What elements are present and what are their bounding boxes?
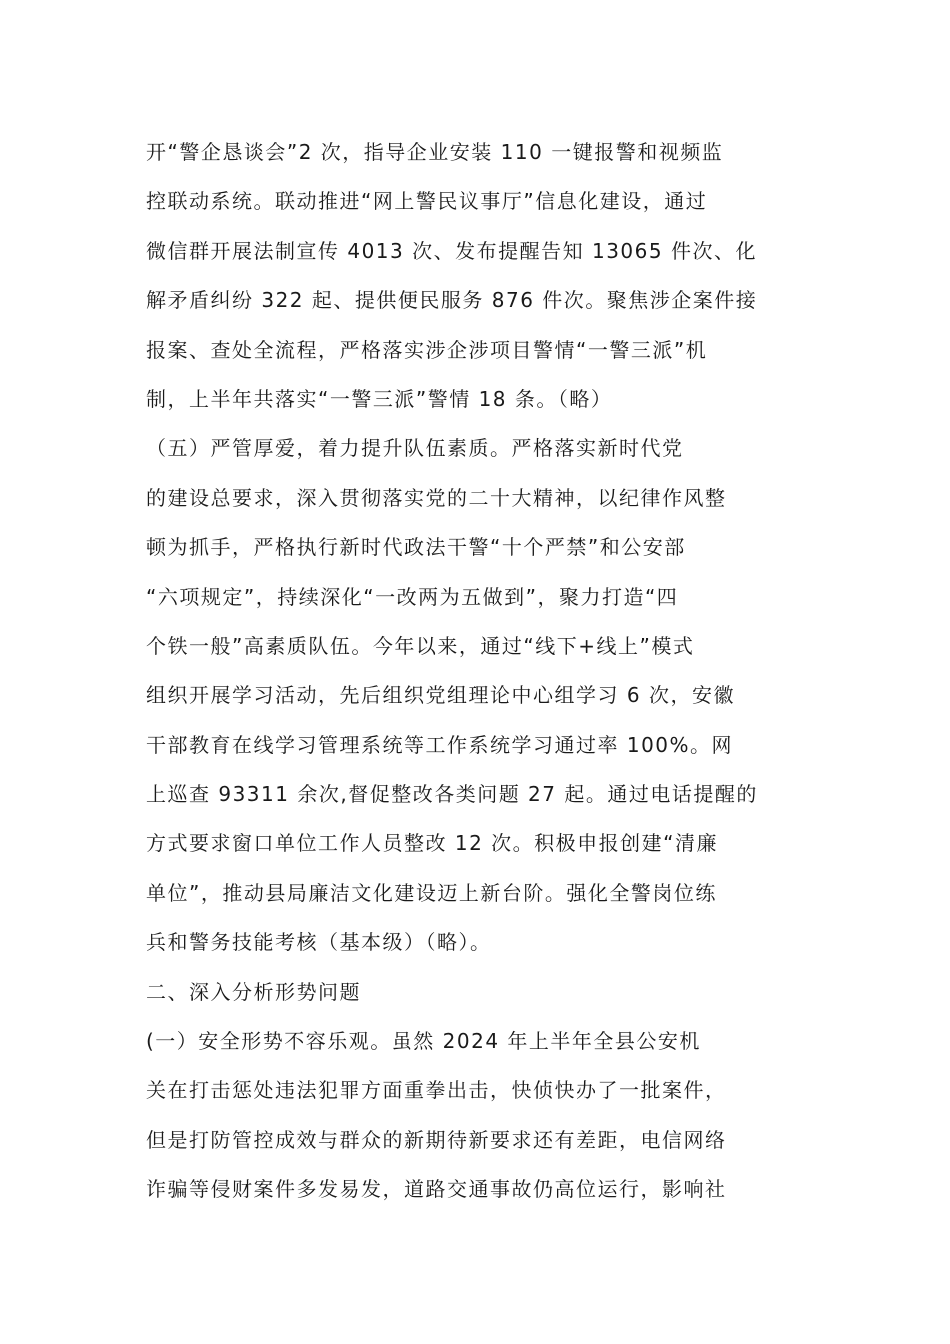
text-line: 兵和警务技能考核（基本级）（略）。 [146,930,492,955]
text-line: 干部教育在线学习管理系统等工作系统学习通过率 100%。网 [146,732,734,757]
section-heading-5: （五）严管厚爱，着力提升队伍素质。严格落实新时代党 [146,436,684,461]
text-line: 组织开展学习活动，先后组织党组理论中心组学习 6 次，安徽 [146,683,735,708]
text-line: “六项规定”，持续深化“一改两为五做到”，聚力打造“四 [146,584,679,609]
text-line: 方式要求窗口单位工作人员整改 12 次。积极申报创建“清廉 [146,831,719,856]
text-line: 单位”，推动县局廉洁文化建设迈上新台阶。强化全警岗位练 [146,880,717,905]
text-line: 诈骗等侵财案件多发易发，道路交通事故仍高位运行，影响社 [146,1177,727,1202]
text-line: 开“警企恳谈会”2 次，指导企业安装 110 一键报警和视频监 [146,140,724,164]
text-line: 个铁一般”高素质队伍。今年以来，通过“线下+线上”模式 [146,633,695,658]
text-line: 控联动系统。联动推进“网上警民议事厅”信息化建设，通过 [146,189,708,214]
text-line: 报案、查处全流程，严格落实涉企涉项目警情“一警三派”机 [146,337,708,362]
text-line: 微信群开展法制宣传 4013 次、发布提醒告知 13065 件次、化 [146,238,757,263]
subsection-heading-1: (一）安全形势不容乐观。虽然 2024 年上半年全县公安机 [146,1029,701,1054]
text-line: 制，上半年共落实“一警三派”警情 18 条。（略） [146,386,613,411]
text-line: 的建设总要求，深入贯彻落实党的二十大精神，以纪律作风整 [146,485,727,510]
body-text [146,128,786,1215]
text-line: 上巡查 93311 余次,督促整改各类问题 27 起。通过电话提醒的 [146,782,758,807]
section-heading-2: 二、深入分析形势问题 [146,979,361,1004]
text-line: 顿为抓手，严格执行新时代政法干警“十个严禁”和公安部 [146,535,686,560]
text-line: 但是打防管控成效与群众的新期待新要求还有差距，电信网络 [146,1127,727,1152]
text-line: 关在打击惩处违法犯罪方面重拳出击，快侦快办了一批案件， [146,1078,727,1103]
text-line: 解矛盾纠纷 322 起、提供便民服务 876 件次。聚焦涉企案件接 [146,288,758,313]
